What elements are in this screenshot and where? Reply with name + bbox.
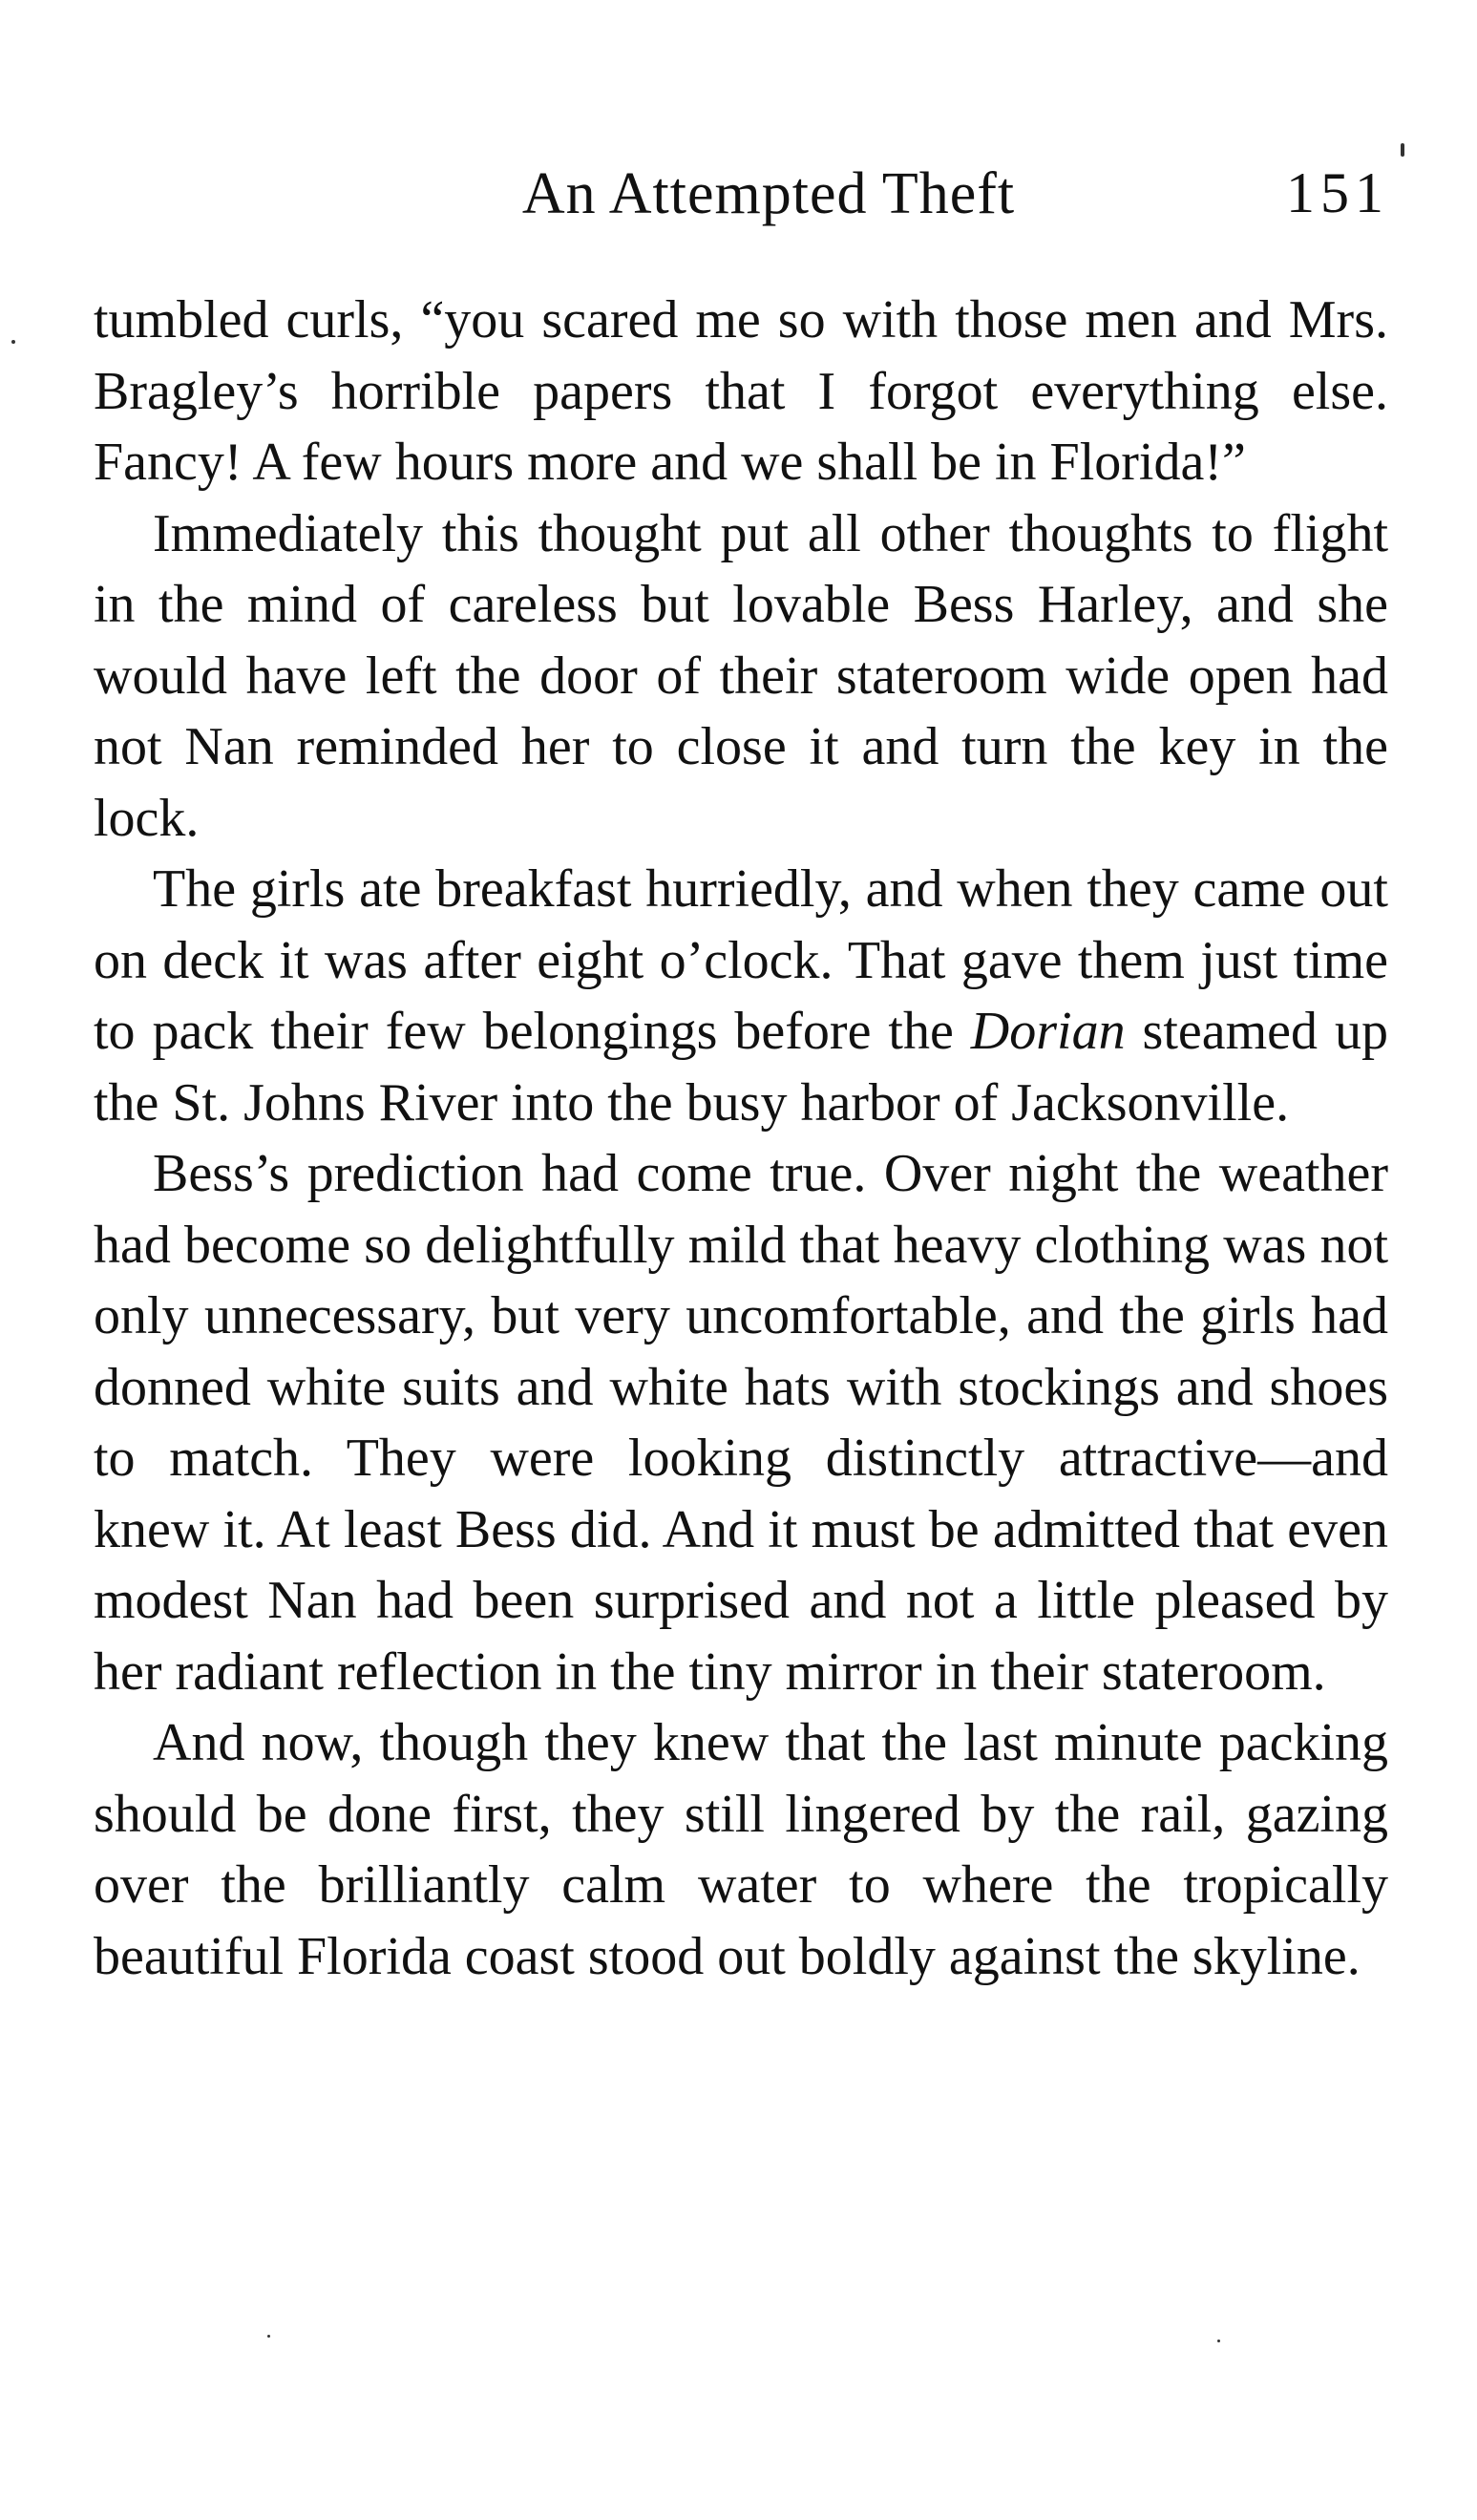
paragraph-3-before: The girls ate breakfast hurriedly, and when they came out on deck it was after eight o’clock. That gave them just time to pack their few belongings before the <box>94 859 1388 1061</box>
scan-speck <box>267 2335 270 2338</box>
paragraph-5: And now, though they knew that the last minute packing should be done first, they still lingered by the rail, gazing over the brilliantly calm water to where the tropically beautiful Florida coast stood out boldly against the skyline. <box>94 1713 1388 1986</box>
paragraph-3 <box>94 854 1388 1138</box>
paragraph-3-after: steamed up the St. Johns River into the busy harbor of Jacksonville. <box>94 1002 1388 1133</box>
running-title: An Attempted Theft <box>521 161 1016 226</box>
page-number: 151 <box>1286 161 1389 224</box>
page-header <box>91 160 1389 237</box>
paragraph-1: tumbled curls, “you scared me so with those men and Mrs. Bragley’s horrible papers that I forgot everything else. Fancy! A few hours more and we shall be in Florida!” <box>94 290 1388 492</box>
paragraph-4: Bess’s prediction had come true. Over night the weather had become so delightfully mild that heavy clothing was not only unnecessary, but very uncomfortable, and the girls had donned white suits and white hats with stockings and shoes to match. They were looking distinctly attractive—and knew it. At least Bess did. And it must be admitted that even modest Nan had been surprised and not a little pleased by her radiant reflection in the tiny mirror in their stateroom. <box>94 1144 1388 1702</box>
body-text <box>94 285 1388 1992</box>
scan-speck <box>11 340 15 344</box>
paragraph-2: Immediately this thought put all other thoughts to flight in the mind of careless but lovable Bess Harley, and she would have left the door of their stateroom wide open had not Nan reminded her to close it and turn the key in the lock. <box>94 503 1388 848</box>
scan-speck <box>1401 143 1404 157</box>
scan-speck <box>1217 2340 1220 2342</box>
ship-name: Dorian <box>970 1002 1126 1061</box>
